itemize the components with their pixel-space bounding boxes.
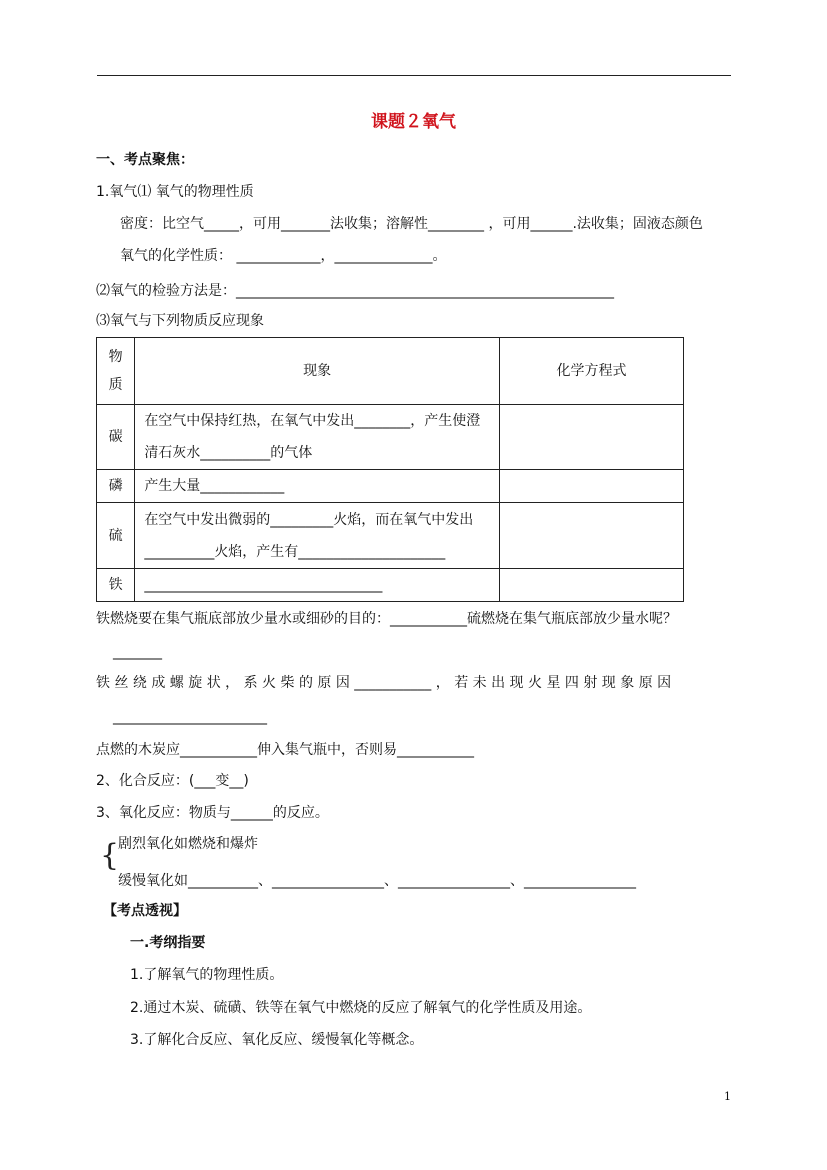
equation-cell	[499, 503, 683, 569]
phenomenon-cell	[135, 503, 500, 569]
reaction-table	[96, 337, 684, 602]
substance-cell: 碳	[97, 405, 135, 470]
outline-item: 2.通过木炭、硫磺、铁等在氧气中燃烧的反应了解氧气的化学性质及用途。	[130, 1000, 592, 1016]
section-heading-insight: 【考点透视】	[103, 903, 187, 919]
combination-reaction: 2、化合反应：(___变__)	[96, 773, 249, 789]
phenomenon-cell: __________________________________	[135, 569, 500, 602]
section-heading-focus: 一、考点聚焦：	[96, 152, 194, 168]
phenomenon-cell	[135, 405, 500, 470]
table-row	[97, 470, 684, 503]
oxidation-violent: 剧烈氧化如燃烧和爆炸	[118, 836, 258, 852]
item3-heading: ⑶氧气与下列物质反应现象	[96, 313, 264, 329]
iron-note-line1: 铁燃烧要在集气瓶底部放少量水或细砂的目的：___________硫燃烧在集气瓶底部放少量水呢？	[96, 611, 677, 627]
header-phenomenon: 现象	[135, 338, 500, 405]
item2-test-method: ⑵氧气的检验方法是：______________________________________________________	[96, 283, 614, 299]
equation-cell	[499, 470, 683, 503]
phenomenon-line: 在空气中保持红热，在氧气中发出________，产生使澄	[144, 413, 481, 429]
header-substance-line2: 质	[108, 377, 123, 393]
table-header-row	[97, 338, 684, 405]
equation-cell	[499, 405, 683, 470]
item1-heading: 1.氧气⑴ 氧气的物理性质	[96, 184, 254, 200]
outline-item: 3.了解化合反应、氧化反应、缓慢氧化等概念。	[130, 1032, 424, 1048]
phenomenon-line: 在空气中发出微弱的_________火焰，而在氧气中发出	[144, 511, 474, 528]
item1-physical-line: 密度：比空气_____，可用_______法收集；溶解性________ ，可用______.法收集；固液态颜色	[120, 216, 703, 232]
header-substance-line1: 物	[108, 349, 123, 365]
phenomenon-line: 清石灰水__________的气体	[144, 445, 313, 461]
oxidation-reaction: 3、氧化反应：物质与______的反应。	[96, 805, 329, 821]
page-title: 课题２氧气	[371, 112, 456, 132]
phenomenon-line: __________火焰，产生有_____________________	[144, 543, 446, 560]
page-number: 1	[724, 1090, 731, 1103]
item1-chemical-line: 氧气的化学性质： ____________，______________。	[120, 248, 447, 264]
outline-item: 1.了解氧气的物理性质。	[130, 967, 284, 983]
outline-title: 一.考纲指要	[130, 935, 206, 951]
phenomenon-cell: 产生大量____________	[135, 470, 500, 503]
charcoal-note: 点燃的木炭应___________伸入集气瓶中，否则易___________	[96, 742, 474, 758]
table-row	[97, 503, 684, 569]
substance-cell: 硫	[97, 503, 135, 569]
header-substance	[97, 338, 135, 405]
iron-note-line3: 铁 丝 绕 成 螺 旋 状 ， 系 火 柴 的 原 因 ___________ ， 若 未 出 现 火 星 四 射 现 象 原 因	[96, 675, 672, 691]
oxidation-slow: 缓慢氧化如__________、________________、________________、________________	[118, 873, 636, 889]
substance-cell: 铁	[97, 569, 135, 602]
equation-cell	[499, 569, 683, 602]
iron-note-line2: _______	[113, 644, 162, 660]
table-row	[97, 569, 684, 602]
iron-note-line4: ______________________	[113, 709, 267, 725]
brace-symbol: {	[100, 838, 120, 873]
header-rule	[97, 75, 731, 76]
header-equation: 化学方程式	[499, 338, 683, 405]
table-row	[97, 405, 684, 470]
substance-cell: 磷	[97, 470, 135, 503]
